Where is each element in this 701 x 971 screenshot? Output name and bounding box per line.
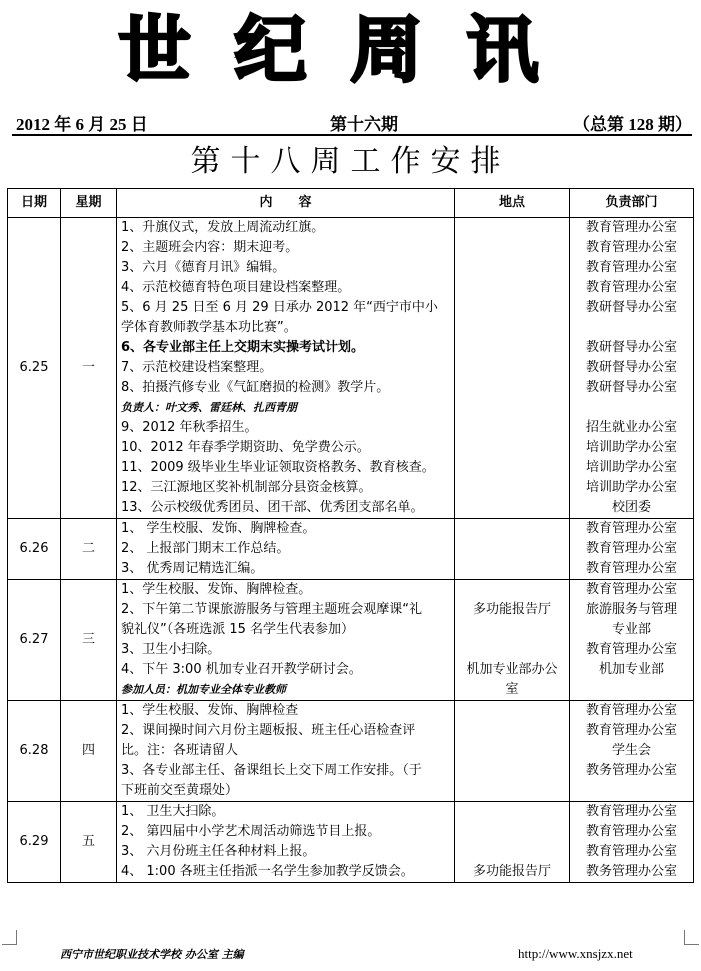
content-line: 11、2009 级毕业生毕业证领取资格教务、教育核查。 bbox=[121, 460, 435, 475]
day-date-cell: 6.25 bbox=[8, 218, 61, 519]
content-line: 貌礼仪”（各班选派 15 名学生代表参加） bbox=[121, 622, 355, 637]
place-line bbox=[459, 338, 565, 358]
day-weekday-cell: 二 bbox=[61, 519, 117, 580]
dept-line: 教务管理办公室 bbox=[585, 763, 677, 778]
place-line bbox=[459, 781, 565, 801]
dept-line bbox=[574, 318, 689, 338]
dept-line: 培训助学办公室 bbox=[585, 460, 677, 475]
dept-line: 招生就业办公室 bbox=[585, 420, 677, 435]
crop-mark-right bbox=[684, 930, 699, 945]
content-line: 8、拍摄汽修专业《气缸磨损的检测》教学片。 bbox=[121, 380, 390, 395]
content-line: 7、示范校建设档案整理。 bbox=[121, 360, 273, 375]
place-line bbox=[459, 741, 565, 761]
place-line bbox=[459, 358, 565, 378]
header-date: 日期 bbox=[8, 189, 61, 218]
place-line bbox=[459, 298, 565, 318]
dept-line: 教育管理办公室 bbox=[585, 844, 677, 859]
dept-line: 培训助学办公室 bbox=[585, 440, 677, 455]
dept-line: 旅游服务与管理 bbox=[585, 602, 677, 617]
dept-line: 教研督导办公室 bbox=[585, 300, 677, 315]
dept-line: 教育管理办公室 bbox=[585, 723, 677, 738]
content-line: 10、2012 年春季学期资助、免学费公示。 bbox=[121, 440, 370, 455]
dept-line bbox=[574, 398, 689, 418]
place-line bbox=[459, 258, 565, 278]
day-weekday-cell: 三 bbox=[61, 580, 117, 701]
content-line: 下班前交至黄璟处） bbox=[121, 783, 239, 798]
day-date-cell: 6.28 bbox=[8, 701, 61, 802]
place-line bbox=[459, 559, 565, 579]
dept-line bbox=[574, 680, 689, 700]
content-line: 9、2012 年秋季招生。 bbox=[121, 420, 258, 435]
content-line: 5、6 月 25 日至 6 月 29 日承办 2012 年“西宁市中小 bbox=[121, 300, 438, 315]
place-cell bbox=[455, 519, 570, 580]
dept-cell bbox=[570, 802, 694, 883]
dept-line: 教研督导办公室 bbox=[585, 360, 677, 375]
header-weekday: 星期 bbox=[61, 189, 117, 218]
dept-cell bbox=[570, 701, 694, 802]
dept-line: 教育管理办公室 bbox=[585, 220, 677, 235]
dept-line: 教务管理办公室 bbox=[585, 864, 677, 879]
total-issue-number: （总第 128 期） bbox=[573, 115, 692, 134]
day-weekday-cell: 五 bbox=[61, 802, 117, 883]
place-cell bbox=[455, 802, 570, 883]
content-line: 2、主题班会内容：期末迎考。 bbox=[121, 240, 299, 255]
place-line bbox=[459, 539, 565, 559]
content-line: 负责人：叶文秀、雷廷林、扎西青朋 bbox=[121, 401, 297, 414]
dept-line: 教育管理办公室 bbox=[585, 582, 677, 597]
place-line bbox=[459, 802, 565, 822]
day-date-cell: 6.26 bbox=[8, 519, 61, 580]
content-line: 3、 六月份班主任各种材料上报。 bbox=[121, 844, 316, 859]
content-cell bbox=[117, 519, 455, 580]
dept-line: 教育管理办公室 bbox=[585, 240, 677, 255]
place-line bbox=[459, 238, 565, 258]
dept-line: 教育管理办公室 bbox=[585, 703, 677, 718]
document-title: 第十八周工作安排 bbox=[190, 144, 511, 179]
day-date-cell: 6.27 bbox=[8, 580, 61, 701]
place-cell bbox=[455, 580, 570, 701]
dept-line: 教育管理办公室 bbox=[585, 260, 677, 275]
place-cell bbox=[455, 701, 570, 802]
content-cell bbox=[117, 802, 455, 883]
dept-line: 机加专业部 bbox=[598, 662, 664, 677]
dept-line: 教育管理办公室 bbox=[585, 561, 677, 576]
dept-cell bbox=[570, 218, 694, 519]
place-line bbox=[459, 438, 565, 458]
header-place: 地点 bbox=[455, 189, 570, 218]
content-line: 4、示范校德育特色项目建设档案整理。 bbox=[121, 280, 351, 295]
content-cell bbox=[117, 218, 455, 519]
place-line bbox=[459, 721, 565, 741]
content-line: 学体育教师教学基本功比赛”。 bbox=[121, 320, 297, 335]
dept-line: 教育管理办公室 bbox=[585, 642, 677, 657]
content-line: 1、 学生校服、发饰、胸牌检查。 bbox=[121, 521, 316, 536]
place-line: 多功能报告厅 bbox=[472, 602, 551, 617]
place-line bbox=[459, 378, 565, 398]
place-line bbox=[459, 580, 565, 600]
dept-line: 教育管理办公室 bbox=[585, 280, 677, 295]
content-line: 4、下午 3:00 机加专业召开教学研讨会。 bbox=[121, 662, 362, 677]
content-line: 13、公示校级优秀团员、团干部、优秀团支部名单。 bbox=[121, 500, 424, 515]
dept-line: 教育管理办公室 bbox=[585, 804, 677, 819]
place-line: 多功能报告厅 bbox=[472, 864, 551, 879]
dept-line: 教研督导办公室 bbox=[585, 380, 677, 395]
dept-line: 学生会 bbox=[611, 743, 651, 758]
place-line bbox=[459, 519, 565, 539]
dept-cell bbox=[570, 519, 694, 580]
table-row bbox=[8, 218, 694, 519]
day-weekday-cell: 一 bbox=[61, 218, 117, 519]
issue-date: 2012 年 6 月 25 日 bbox=[16, 115, 148, 134]
place-line bbox=[459, 701, 565, 721]
dept-line: 教育管理办公室 bbox=[585, 521, 677, 536]
place-line bbox=[459, 398, 565, 418]
content-line: 6、各专业部主任上交期末实操考试计划。 bbox=[121, 340, 365, 355]
content-line: 比。注：各班请留人 bbox=[121, 743, 239, 758]
dept-line bbox=[574, 781, 689, 801]
crop-mark-left bbox=[2, 930, 17, 945]
place-line bbox=[459, 418, 565, 438]
place-line bbox=[459, 842, 565, 862]
table-row bbox=[8, 802, 694, 883]
header-content: 内 容 bbox=[117, 189, 455, 218]
place-line bbox=[459, 278, 565, 298]
content-line: 3、各专业部主任、备课组长上交下周工作安排。（于 bbox=[121, 763, 422, 778]
place-line bbox=[459, 822, 565, 842]
dept-line: 专业部 bbox=[611, 622, 651, 637]
footer-editor: 西宁市世纪职业技术学校 办公室 主编 bbox=[60, 948, 244, 961]
table-row bbox=[8, 519, 694, 580]
dept-line: 教育管理办公室 bbox=[585, 541, 677, 556]
issue-info-bar bbox=[12, 110, 692, 134]
footer-url: http://www.xnsjzx.net bbox=[518, 946, 633, 961]
header-divider bbox=[12, 134, 692, 136]
content-line: 3、六月《德育月讯》编辑。 bbox=[121, 260, 286, 275]
table-header-row bbox=[8, 189, 694, 218]
content-line: 1、升旗仪式，发放上周流动红旗。 bbox=[121, 220, 325, 235]
place-line bbox=[459, 620, 565, 640]
dept-line: 教研督导办公室 bbox=[585, 340, 677, 355]
day-weekday-cell: 四 bbox=[61, 701, 117, 802]
dept-line: 教育管理办公室 bbox=[585, 824, 677, 839]
place-line: 机加专业部办公 bbox=[466, 662, 558, 677]
dept-line: 培训助学办公室 bbox=[585, 480, 677, 495]
place-line: 室 bbox=[505, 682, 519, 697]
day-date-cell: 6.29 bbox=[8, 802, 61, 883]
content-line: 12、三江源地区奖补机制部分县资金核算。 bbox=[121, 480, 372, 495]
dept-line: 校团委 bbox=[611, 500, 651, 515]
place-line bbox=[459, 761, 565, 781]
place-line bbox=[459, 318, 565, 338]
content-line: 1、学生校服、发饰、胸牌检查。 bbox=[121, 582, 312, 597]
content-line: 2、课间操时间六月份主题板报、班主任心语检查评 bbox=[121, 723, 416, 738]
table-row bbox=[8, 701, 694, 802]
issue-number: 第十六期 bbox=[330, 115, 398, 134]
content-line: 2、 第四届中小学艺术周活动筛选节目上报。 bbox=[121, 824, 381, 839]
header-dept: 负责部门 bbox=[570, 189, 694, 218]
content-line: 2、 上报部门期末工作总结。 bbox=[121, 541, 290, 556]
content-line: 2、下午第二节课旅游服务与管理主题班会观摩课“礼 bbox=[121, 602, 423, 617]
content-line: 4、 1:00 各班主任指派一名学生参加教学反馈会。 bbox=[121, 864, 414, 879]
content-line: 3、 优秀周记精选汇编。 bbox=[121, 561, 264, 576]
place-line bbox=[459, 458, 565, 478]
place-cell bbox=[455, 218, 570, 519]
table-row bbox=[8, 580, 694, 701]
content-line: 参加人员：机加专业全体专业教师 bbox=[121, 683, 286, 696]
place-line bbox=[459, 478, 565, 498]
content-line: 3、卫生小扫除。 bbox=[121, 642, 221, 657]
content-line: 1、学生校服、发饰、胸牌检查 bbox=[121, 703, 299, 718]
place-line bbox=[459, 218, 565, 238]
content-cell bbox=[117, 701, 455, 802]
content-cell bbox=[117, 580, 455, 701]
place-line bbox=[459, 498, 565, 518]
schedule-table bbox=[7, 188, 694, 883]
place-line bbox=[459, 640, 565, 660]
content-line: 1、 卫生大扫除。 bbox=[121, 804, 225, 819]
masthead-title: 世纪周讯 bbox=[118, 7, 583, 92]
dept-cell bbox=[570, 580, 694, 701]
